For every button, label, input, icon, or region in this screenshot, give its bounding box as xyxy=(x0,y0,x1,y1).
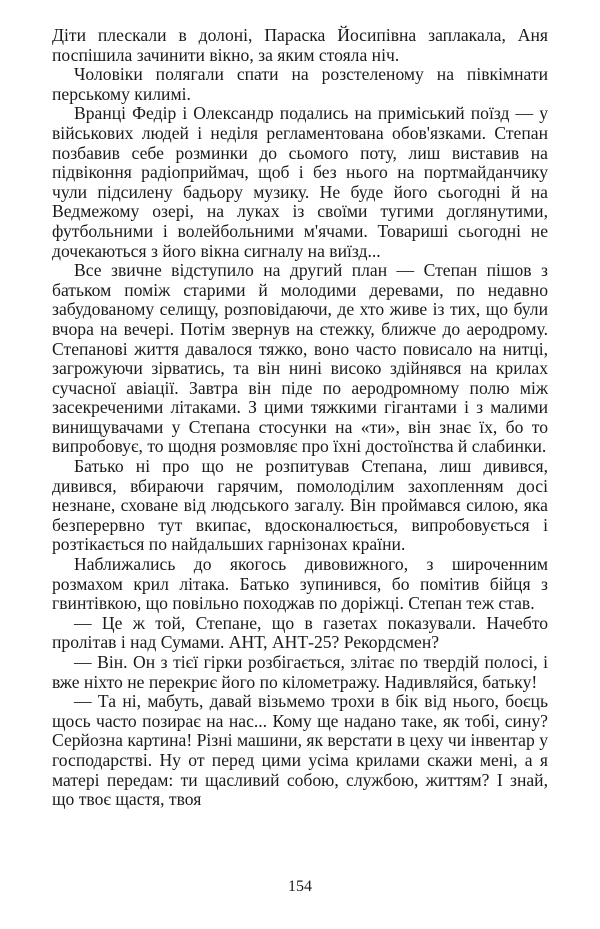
page-body xyxy=(52,26,548,810)
paragraph-5: Батько ні про що не розпитував Степана, лиш дивився, дивився, вбираючи гарячим, помолоділим захопленням досі незнане, сховане від людського загалу. Він проймався силою, яка безперервно тут вкипає, вдосконалюється, випробовується і розтікається по найдальших гарнізонах країни. xyxy=(52,456,548,555)
paragraph-4: Все звичне відступило на другий план — Степан пішов з батьком поміж старими й молодими деревами, по недавно забудованому селищу, розповідаючи, де хто живе із тих, що були вчора на вечері. Потім звернув на стежку, ближче до аеродрому. Степанові життя давалося тяжко, воно часто повисало на нитці, загрожуючи зірватись, та він нині високо здійнявся на крилах сучасної авіації. Завтра він піде по аеродромному полю між засекреченими літаками. З цими тяжкими гігантами і з малими винищувачами у Степана стосунки на «ти», він знає їх, бо то випробовує, то щодня розмовляє про їхні достоїнства й слабинки. xyxy=(52,260,548,457)
page-number: 154 xyxy=(288,878,312,895)
paragraph-3: Вранці Федір і Олександр подались на приміський поїзд — у військових людей і неділя регламентована обов'язками. Степан позбавив себе розминки до сьомого поту, лиш виставив на підвіконня радіоприймач, щоб і без нього на портмайданчику чули підсилену бадьору музику. Не буде його сьогодні й на Ведмежому озері, на луках із своїми тугими доглянутими, футбольними і волейбольними м'ячами. Товариші сьогодні не дочекаються з його вікна сигналу на виїзд... xyxy=(52,103,548,261)
paragraph-7: — Це ж той, Степане, що в газетах показували. Начебто пролітав і над Сумами. АНТ, АНТ-25? Рекордсмен? xyxy=(52,612,548,653)
paragraph-8: — Він. Он з тієї гірки розбігається, злітає по твердій полосі, і вже ніхто не перекриє його по кілометражу. Надивляйся, батьку! xyxy=(52,652,548,692)
paragraph-1: Діти плескали в долоні, Параска Йосипівна заплакала, Аня поспішила зачинити вікно, за яким стояла ніч. xyxy=(52,25,548,65)
paragraph-2: Чоловіки полягали спати на розстеленому на півкімнати перському килимі. xyxy=(52,64,548,104)
paragraph-6: Наближались до якогось дивовижного, з широченним розмахом крил літака. Батько зупинився, бо помітив бійця з гвинтівкою, що повільно походжав по доріжці. Степан теж став. xyxy=(52,554,548,614)
paragraph-9: — Та ні, мабуть, давай візьмемо трохи в бік від нього, боєць щось часто позирає на нас... Кому ще надано таке, як тобі, сину? Серйозна картина! Різні машини, як верстати в цеху чи інвентар у господарстві. Ну от перед цими усіма крилами скажи мені, а я матері передам: ти щасливий собою, службою, життям? І знай, що твоє щастя, твоя xyxy=(52,691,548,810)
